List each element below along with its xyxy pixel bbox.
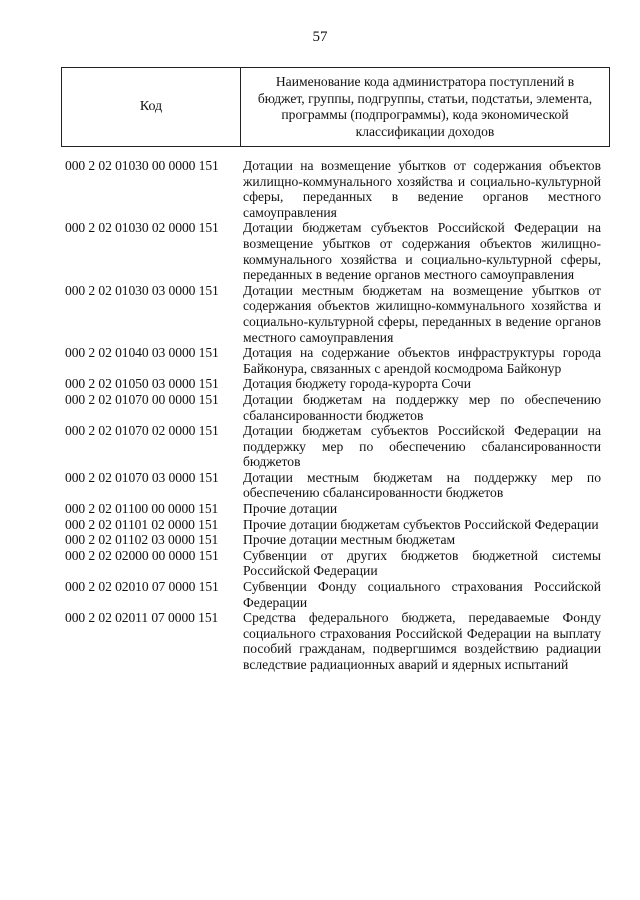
row-description: Дотация бюджету города-курорта Сочи bbox=[243, 376, 472, 392]
header-name-column: Наименование кода администратора поступлений в бюджет, группы, подгруппы, статьи, подстатьи, элемента, программы (подпрограммы), кода экономической классификации доходов bbox=[257, 74, 593, 139]
row-code: 000 2 02 02011 07 0000 151 bbox=[65, 610, 219, 626]
row-code: 000 2 02 02000 00 0000 151 bbox=[65, 547, 219, 563]
row-code: 000 2 02 01070 03 0000 151 bbox=[65, 469, 219, 485]
row-code: 000 2 02 01070 02 0000 151 bbox=[65, 423, 219, 439]
row-code: 000 2 02 02010 07 0000 151 bbox=[65, 579, 219, 595]
table-row bbox=[65, 532, 601, 548]
table-row bbox=[65, 579, 601, 610]
row-description: Средства федерального бюджета, передаваемые Фонду социального страхования Российской Федерации на выплату пособий гражданам, подвергшимся воздействию радиации вследствие радиационных аварий и ядерных испытаний bbox=[243, 610, 601, 672]
header-code-column: Код bbox=[62, 68, 241, 146]
table-row bbox=[65, 517, 601, 533]
table-row bbox=[65, 501, 601, 517]
row-description: Прочие дотации местным бюджетам bbox=[243, 532, 456, 548]
table-header bbox=[61, 67, 610, 147]
table-row bbox=[65, 220, 601, 282]
table-row bbox=[65, 423, 601, 470]
row-description: Дотация на содержание объектов инфраструктуры города Байконура, связанных с арендой космодрома Байконур bbox=[243, 345, 601, 376]
table-row bbox=[65, 376, 601, 392]
classification-list bbox=[65, 158, 601, 673]
row-description: Дотации местным бюджетам на возмещение убытков от содержания объектов жилищно-коммунального хозяйства и социально-культурной сферы, переданных в ведение органов местного самоуправления bbox=[243, 282, 601, 345]
row-code: 000 2 02 01030 03 0000 151 bbox=[65, 282, 219, 298]
row-description: Дотации бюджетам субъектов Российской Федерации на поддержку мер по обеспечению сбалансированности бюджетов bbox=[243, 423, 601, 470]
row-description: Прочие дотации бюджетам субъектов Российской Федерации bbox=[243, 516, 599, 532]
row-code: 000 2 02 01030 02 0000 151 bbox=[65, 220, 219, 236]
table-row bbox=[65, 392, 601, 423]
table-row bbox=[65, 283, 601, 345]
table-row bbox=[65, 158, 601, 220]
table-row bbox=[65, 610, 601, 672]
row-code: 000 2 02 01030 00 0000 151 bbox=[65, 158, 219, 173]
row-description: Дотации бюджетам на поддержку мер по обеспечению сбалансированности бюджетов bbox=[243, 391, 601, 423]
row-description: Дотации бюджетам субъектов Российской Федерации на возмещение убытков от содержания объектов жилищно-коммунального хозяйства и социально-культурной сферы, переданных в ведение органов местного самоуправления bbox=[243, 220, 601, 283]
table-row bbox=[65, 548, 601, 579]
row-code: 000 2 02 01102 03 0000 151 bbox=[65, 532, 219, 548]
row-description: Дотации местным бюджетам на поддержку мер по обеспечению сбалансированности бюджетов bbox=[243, 469, 601, 501]
row-code: 000 2 02 01070 00 0000 151 bbox=[65, 391, 219, 407]
page-number: 57 bbox=[312, 29, 328, 45]
row-code: 000 2 02 01101 02 0000 151 bbox=[65, 516, 219, 532]
row-code: 000 2 02 01100 00 0000 151 bbox=[65, 501, 219, 517]
row-description: Прочие дотации bbox=[243, 501, 338, 517]
row-description: Субвенции от других бюджетов бюджетной системы Российской Федерации bbox=[243, 547, 601, 579]
row-description: Субвенции Фонду социального страхования Российской Федерации bbox=[243, 579, 601, 610]
table-row bbox=[65, 345, 601, 376]
row-description: Дотации на возмещение убытков от содержания объектов жилищно-коммунального хозяйства и социально-культурной сферы, переданных в ведение органов местного самоуправления bbox=[243, 158, 601, 220]
table-row bbox=[65, 470, 601, 501]
row-code: 000 2 02 01040 03 0000 151 bbox=[65, 345, 219, 361]
row-code: 000 2 02 01050 03 0000 151 bbox=[65, 376, 219, 392]
